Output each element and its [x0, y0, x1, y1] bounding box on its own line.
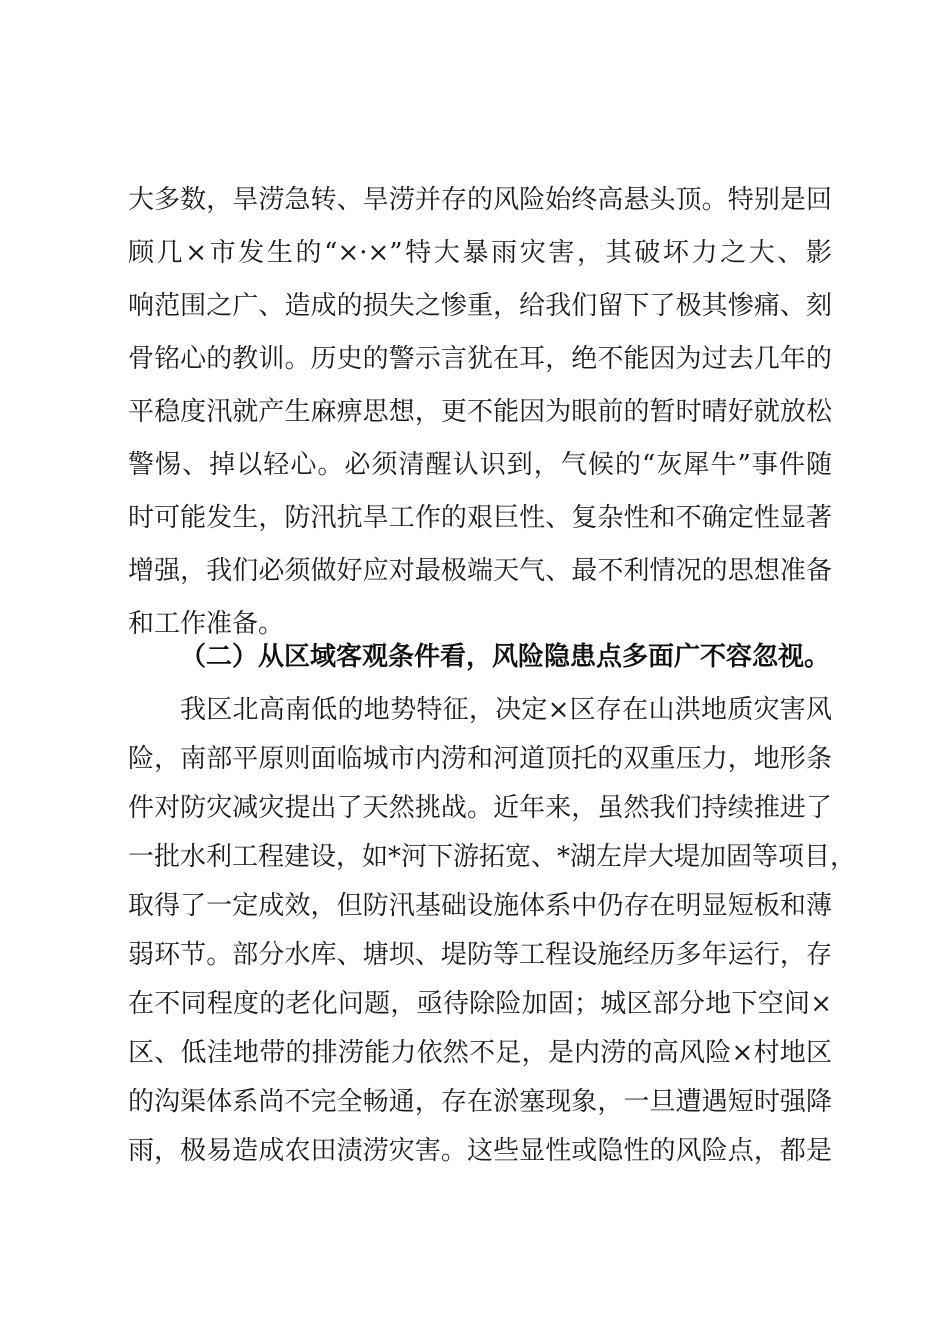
paragraph-2-line-6: 弱环节。部分水库、塘坝、堤防等工程设施经历多年运行，存 — [128, 940, 832, 970]
section-heading: （二）从区域客观条件看，风险隐患点多面广不容忽视。 — [180, 642, 831, 672]
paragraph-1-line-9: 和工作准备。 — [128, 609, 285, 639]
paragraph-2-line-7: 在不同程度的老化问题，亟待除险加固；城区部分地下空间× — [128, 989, 832, 1019]
paragraph-1-line-2: 顾几×市发生的“×·×”特大暴雨灾害，其破坏力之大、影 — [128, 238, 832, 268]
paragraph-1-line-6: 警惕、掉以轻心。必须清醒认识到，气候的“灰犀牛”事件随 — [128, 450, 832, 480]
paragraph-1-line-8: 增强，我们必须做好应对最极端天气、最不利情况的思想准备 — [128, 556, 832, 586]
paragraph-2-line-5: 取得了一定成效，但防汛基础设施体系中仍存在明显短板和薄 — [128, 891, 832, 921]
paragraph-2-line-8: 区、低洼地带的排涝能力依然不足，是内涝的高风险×村地区 — [128, 1038, 832, 1068]
paragraph-1-line-4: 骨铭心的教训。历史的警示言犹在耳，绝不能因为过去几年的 — [128, 344, 832, 374]
paragraph-2-line-9: 的沟渠体系尚不完全畅通，存在淤塞现象，一旦遭遇短时强降 — [128, 1087, 832, 1117]
paragraph-1-line-1: 大多数，旱涝急转、旱涝并存的风险始终高悬头顶。特别是回 — [128, 185, 832, 215]
paragraph-2-line-10: 雨，极易造成农田渍涝灾害。这些显性或隐性的风险点，都是 — [128, 1136, 832, 1166]
paragraph-1-line-7: 时可能发生，防汛抗旱工作的艰巨性、复杂性和不确定性显著 — [128, 503, 832, 533]
paragraph-2-line-2: 险，南部平原则面临城市内涝和河道顶托的双重压力，地形条 — [128, 744, 832, 774]
paragraph-2-line-4: 一批水利工程建设，如*河下游拓宽、*湖左岸大堤加固等项目， — [128, 842, 857, 872]
paragraph-2-line-1: 我区北高南低的地势特征，决定×区存在山洪地质灾害风 — [180, 695, 832, 725]
paragraph-1-line-3: 响范围之广、造成的损失之惨重，给我们留下了极其惨痛、刻 — [128, 291, 832, 321]
paragraph-1-line-5: 平稳度汛就产生麻痹思想，更不能因为眼前的暂时晴好就放松 — [128, 397, 832, 427]
paragraph-2-line-3: 件对防灾减灾提出了天然挑战。近年来，虽然我们持续推进了 — [128, 793, 832, 823]
